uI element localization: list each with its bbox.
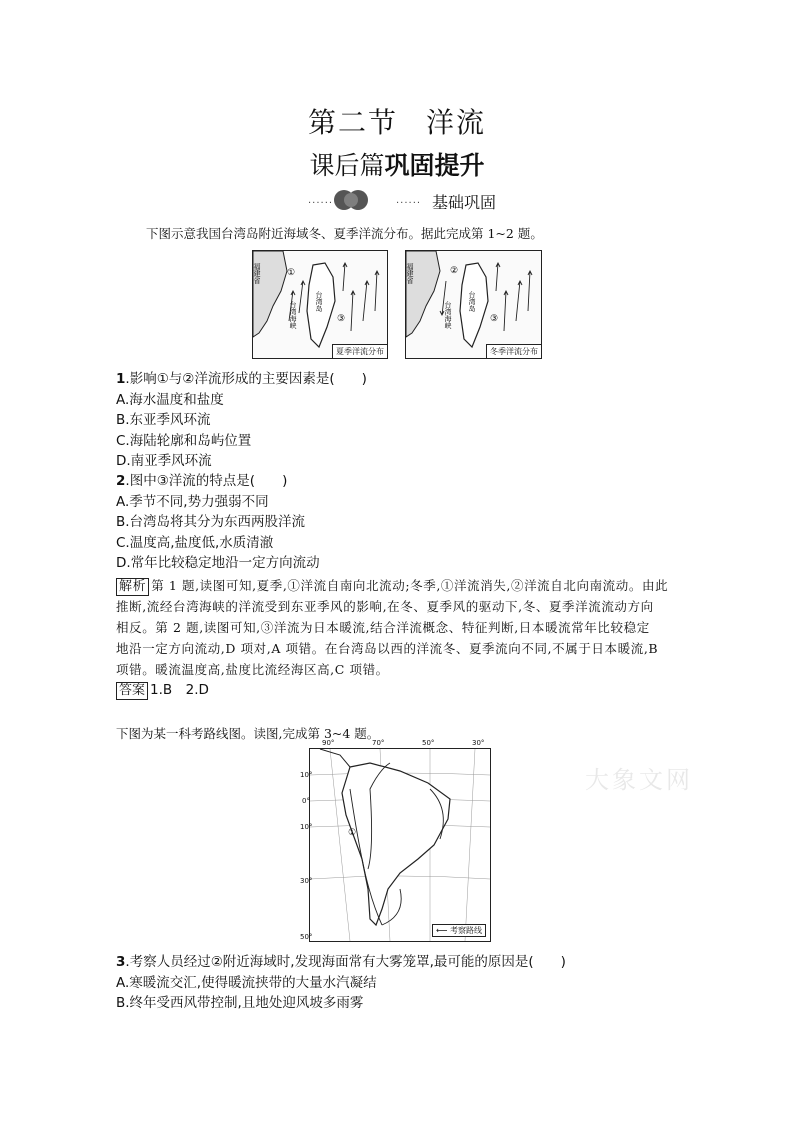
label-current-1-summer: ①: [287, 268, 296, 278]
intro-text-2: 下图为某一科考路线图。读图,完成第 3~4 题。: [116, 726, 380, 741]
section-label: 基础巩固: [432, 193, 497, 212]
taiwan-map-summer-drawing: [253, 251, 387, 358]
map-caption-winter: 冬季洋流分布: [486, 344, 541, 358]
label-fujian: 福建省: [253, 263, 261, 284]
section-divider: [308, 188, 608, 214]
question-3-text: .考察人员经过②附近海域时,发现海面常有大雾笼罩,最可能的原因是( ): [125, 954, 566, 970]
page-title: [0, 101, 794, 141]
question-3: [116, 952, 686, 1014]
question-1-option-b[interactable]: B.东亚季风环流: [116, 412, 211, 428]
label-strait-winter: 台湾海峡: [444, 301, 452, 329]
lat-label-10n: 10°: [300, 771, 313, 779]
question-3-stem: [116, 952, 686, 973]
question-2-option-b[interactable]: B.台湾岛将其分为东西两股洋流: [116, 514, 306, 530]
lon-label-90: 90°: [322, 739, 335, 747]
route-label-current-1: ①: [348, 828, 357, 838]
explanation-line-4: 地沿一定方向流动,D 项对,A 项错。在台湾岛以西的洋流冬、夏季流向不同,不属于日本暖流,B: [116, 641, 659, 656]
question-2-stem: [116, 471, 686, 492]
answer-tag: 答案: [116, 682, 148, 700]
label-fujian-winter: 福建省: [406, 263, 414, 284]
label-island-summer: 台湾岛: [315, 291, 323, 312]
subtitle-bold: 巩固提升: [384, 151, 485, 180]
lon-label-50: 50°: [422, 739, 435, 747]
question-1-text: .影响①与②洋流形成的主要因素是( ): [125, 371, 367, 387]
question-1-number: 1: [116, 371, 126, 387]
explanation-block: [116, 575, 686, 680]
divider-dots-right: ······: [396, 198, 422, 209]
taiwan-map-summer: [252, 250, 388, 359]
explanation-tag: 解析: [116, 578, 149, 596]
title-section: 第二节: [307, 106, 398, 139]
question-2-text: .图中③洋流的特点是( ): [125, 473, 288, 489]
explanation-line-3: 相反。第 2 题,读图可知,③洋流为日本暖流,结合洋流概念、特征判断,日本暖流常年比较稳定: [116, 620, 650, 635]
title-topic: 洋流: [426, 106, 487, 139]
question-2: [116, 471, 686, 574]
question-2-option-a[interactable]: A.季节不同,势力强弱不同: [116, 493, 269, 510]
lat-label-50s: 50°: [300, 933, 313, 941]
label-island-winter: 台湾岛: [468, 291, 476, 312]
taiwan-map-winter: [405, 250, 542, 359]
section-badge-icon: [328, 188, 374, 212]
lat-label-30s: 30°: [300, 877, 313, 885]
lon-label-30: 30°: [472, 739, 485, 747]
label-current-2-winter: ②: [450, 266, 459, 276]
answer-line: [116, 680, 209, 701]
explanation-line-2: 推断,流经台湾海峡的洋流受到东亚季风的影响,在冬、夏季风的驱动下,冬、夏季洋流流动方向: [116, 599, 654, 614]
question-1-stem: [116, 369, 686, 390]
question-3-option-b[interactable]: B.终年受西风带控制,且地处迎风坡多雨雾: [116, 995, 364, 1011]
question-1: [116, 369, 686, 472]
lat-label-10s: 10°: [300, 823, 313, 831]
route-map: [300, 739, 491, 942]
lon-label-70: 70°: [372, 739, 385, 747]
question-2-number: 2: [116, 473, 126, 489]
question-2-option-d[interactable]: D.常年比较稳定地沿一定方向流动: [116, 555, 320, 571]
route-legend: ⟵ 考察路线: [432, 924, 486, 937]
route-legend-label: 考察路线: [450, 926, 482, 935]
taiwan-map-winter-drawing: [406, 251, 541, 358]
subtitle-plain: 课后篇: [309, 151, 385, 180]
page-subtitle: [0, 146, 794, 182]
label-current-3-summer: ③: [337, 314, 346, 324]
label-current-3-winter: ③: [490, 314, 499, 324]
explanation-line-1: 解析 第 1 题,读图可知,夏季,①洋流自南向北流动;冬季,①洋流消失,②洋流自北向南流动。由此: [116, 575, 686, 596]
explanation-line-5: 项错。暖流温度高,盐度比流经海区高,C 项错。: [116, 662, 389, 677]
question-2-option-c[interactable]: C.温度高,盐度低,水质清澈: [116, 534, 274, 551]
lat-label-0: 0°: [302, 797, 310, 805]
watermark: 大象文网: [585, 766, 693, 794]
divider-dots-left: ······: [308, 198, 334, 209]
route-map-drawing: [310, 749, 490, 941]
question-3-number: 3: [116, 954, 126, 970]
question-3-option-a[interactable]: A.寒暖流交汇,使得暖流挟带的大量水汽凝结: [116, 974, 377, 991]
map-caption-summer: 夏季洋流分布: [332, 344, 387, 358]
label-strait-summer: 台湾海峡: [289, 301, 297, 329]
question-1-option-d[interactable]: D.南亚季风环流: [116, 453, 212, 469]
question-1-option-a[interactable]: A.海水温度和盐度: [116, 391, 224, 408]
question-1-option-c[interactable]: C.海陆轮廓和岛屿位置: [116, 432, 252, 449]
intro-text-1: 下图示意我国台湾岛附近海域冬、夏季洋流分布。据此完成第 1~2 题。: [146, 226, 543, 241]
answer-text: 1.B 2.D: [150, 682, 209, 698]
